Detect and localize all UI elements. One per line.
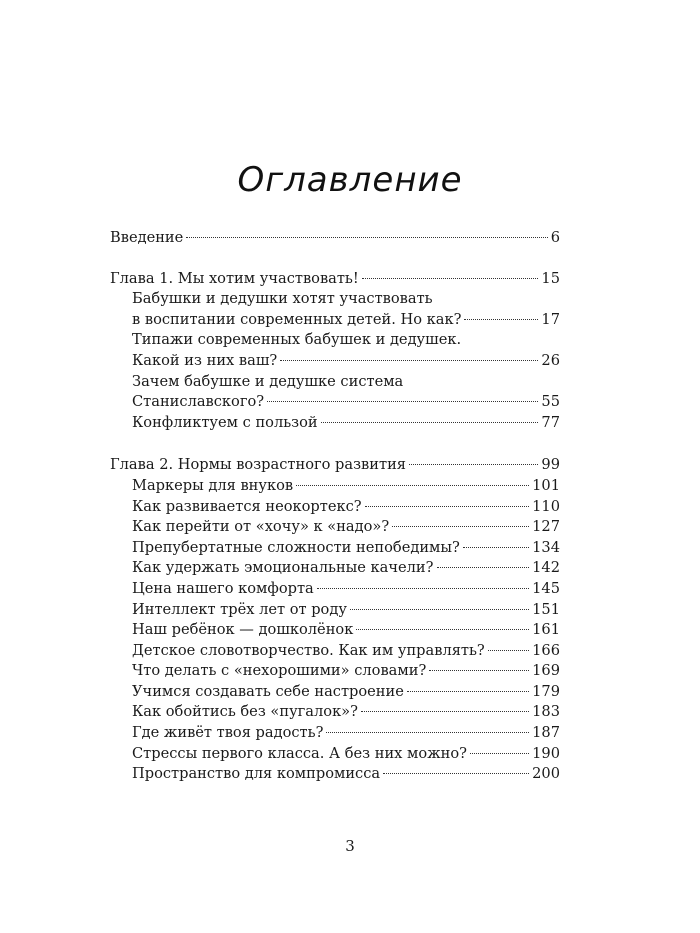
toc-entry-section[interactable]: [110, 682, 560, 703]
leader-dots: [321, 422, 539, 423]
toc-entry-section[interactable]: [110, 413, 560, 434]
toc-entry-section[interactable]: [110, 723, 560, 744]
toc-page-number: 110: [532, 497, 560, 515]
toc-entry-title: Учимся создавать себе настроение: [132, 682, 404, 700]
toc-entry-title: Как перейти от «хочу» к «надо»?: [132, 518, 390, 536]
leader-dots: [470, 753, 529, 754]
leader-dots: [267, 401, 538, 402]
toc-entry-section[interactable]: [110, 330, 560, 371]
toc-page-number: 169: [532, 662, 560, 680]
toc-page-number: 15: [541, 269, 560, 287]
toc-page-number: 26: [541, 351, 560, 369]
toc-entry-title: Стрессы первого класса. А без них можно?: [132, 744, 467, 762]
toc-entry-title: Какой из них ваш?: [132, 351, 278, 369]
toc-entry-section[interactable]: [110, 289, 560, 330]
toc-entry-section[interactable]: [110, 702, 560, 723]
toc-entry-title: Станиславского?: [132, 393, 265, 411]
toc-page-number: 161: [532, 621, 560, 639]
toc-page-number: 151: [532, 600, 560, 618]
toc-entry-title-line: Бабушки и дедушки хотят участвовать: [132, 290, 433, 308]
toc-entry-chapter-1[interactable]: [110, 269, 560, 290]
toc-entry-title: Что делать с «нехорошими» словами?: [132, 662, 427, 680]
leader-dots: [326, 732, 529, 733]
toc-entry-title: Как обойтись без «пугалок»?: [132, 703, 358, 721]
toc-entry-title: Пространство для компромисса: [132, 765, 381, 783]
toc-entry-title: Введение: [110, 229, 184, 246]
leader-dots: [409, 464, 538, 465]
spacer: [110, 433, 560, 455]
toc-entry-title: Где живёт твоя радость?: [132, 724, 324, 742]
toc-page-number: 187: [532, 724, 560, 742]
toc-page-number: 127: [532, 518, 560, 536]
toc-entry-title: Как удержать эмоциональные качели?: [132, 559, 434, 577]
toc-entry-chapter-2[interactable]: [110, 455, 560, 476]
leader-dots: [317, 588, 529, 589]
toc-entry-title: Маркеры для внуков: [132, 476, 294, 494]
leader-dots: [280, 360, 538, 361]
toc-page-number: 142: [532, 559, 560, 577]
leader-dots: [361, 711, 529, 712]
toc-page-number: 145: [532, 579, 560, 597]
leader-dots: [463, 547, 529, 548]
leader-dots: [365, 506, 530, 507]
toc-entry-title-line: Зачем бабушке и дедушке система: [132, 372, 404, 390]
toc-entry-title: Интеллект трёх лет от роду: [132, 600, 347, 618]
toc-page-number: 55: [541, 393, 560, 411]
leader-dots: [407, 691, 529, 692]
leader-dots: [464, 319, 538, 320]
page-number: 3: [345, 837, 355, 855]
toc-entry-section[interactable]: [110, 497, 560, 518]
toc-entry-title: Глава 2. Нормы возрастного развития: [110, 456, 407, 474]
toc-entry-section[interactable]: [110, 558, 560, 579]
toc-page-number: 166: [532, 641, 560, 659]
toc-entry-section[interactable]: [110, 538, 560, 559]
toc-page-number: 6: [550, 229, 560, 246]
toc-page-number: 190: [532, 744, 560, 762]
toc-entry-intro[interactable]: [110, 228, 560, 249]
leader-dots: [429, 670, 529, 671]
toc-entry-section[interactable]: [110, 744, 560, 765]
toc-entry-section[interactable]: [110, 641, 560, 662]
toc-page-number: 134: [532, 538, 560, 556]
toc-entry-section[interactable]: [110, 620, 560, 641]
leader-dots: [350, 609, 529, 610]
page-title: Оглавление: [237, 160, 463, 200]
toc-page-number: 179: [532, 682, 560, 700]
toc-entry-title-line: Типажи современных бабушек и дедушек.: [132, 331, 462, 349]
leader-dots: [186, 237, 547, 238]
toc-page-number: 200: [532, 765, 560, 783]
toc-entry-title: Как развивается неокортекс?: [132, 497, 362, 515]
toc-entry-title: Конфликтуем с пользой: [132, 413, 318, 431]
toc-entry-title: Препубертатные сложности непобедимы?: [132, 538, 460, 556]
toc-page-number: 77: [541, 413, 560, 431]
toc-entry-title: Цена нашего комфорта: [132, 579, 314, 597]
toc-entry-title: Глава 1. Мы хотим участвовать!: [110, 269, 359, 287]
toc-page-number: 17: [541, 310, 560, 328]
leader-dots: [383, 773, 529, 774]
toc-entry-section[interactable]: [110, 517, 560, 538]
leader-dots: [362, 278, 539, 279]
leader-dots: [437, 567, 530, 568]
chapter-2-sections: [110, 476, 560, 785]
toc-entry-title: в воспитании современных детей. Но как?: [132, 310, 462, 328]
toc-entry-section[interactable]: [110, 600, 560, 621]
toc-entry-section[interactable]: [110, 372, 560, 413]
toc-entry-section[interactable]: [110, 579, 560, 600]
toc-entry-section[interactable]: [110, 764, 560, 785]
toc-entry-section[interactable]: [110, 476, 560, 497]
leader-dots: [392, 526, 529, 527]
toc-page-number: 101: [532, 476, 560, 494]
toc-entry-title: Детское словотворчество. Как им управлять?: [132, 641, 485, 659]
leader-dots: [296, 485, 529, 486]
leader-dots: [356, 629, 529, 630]
toc-page-number: 99: [541, 456, 560, 474]
toc-entry-section[interactable]: [110, 661, 560, 682]
toc-entry-title: Наш ребёнок — дошколёнок: [132, 621, 354, 639]
table-of-contents: [110, 228, 560, 785]
toc-page-number: 183: [532, 703, 560, 721]
spacer: [110, 249, 560, 269]
leader-dots: [488, 650, 529, 651]
